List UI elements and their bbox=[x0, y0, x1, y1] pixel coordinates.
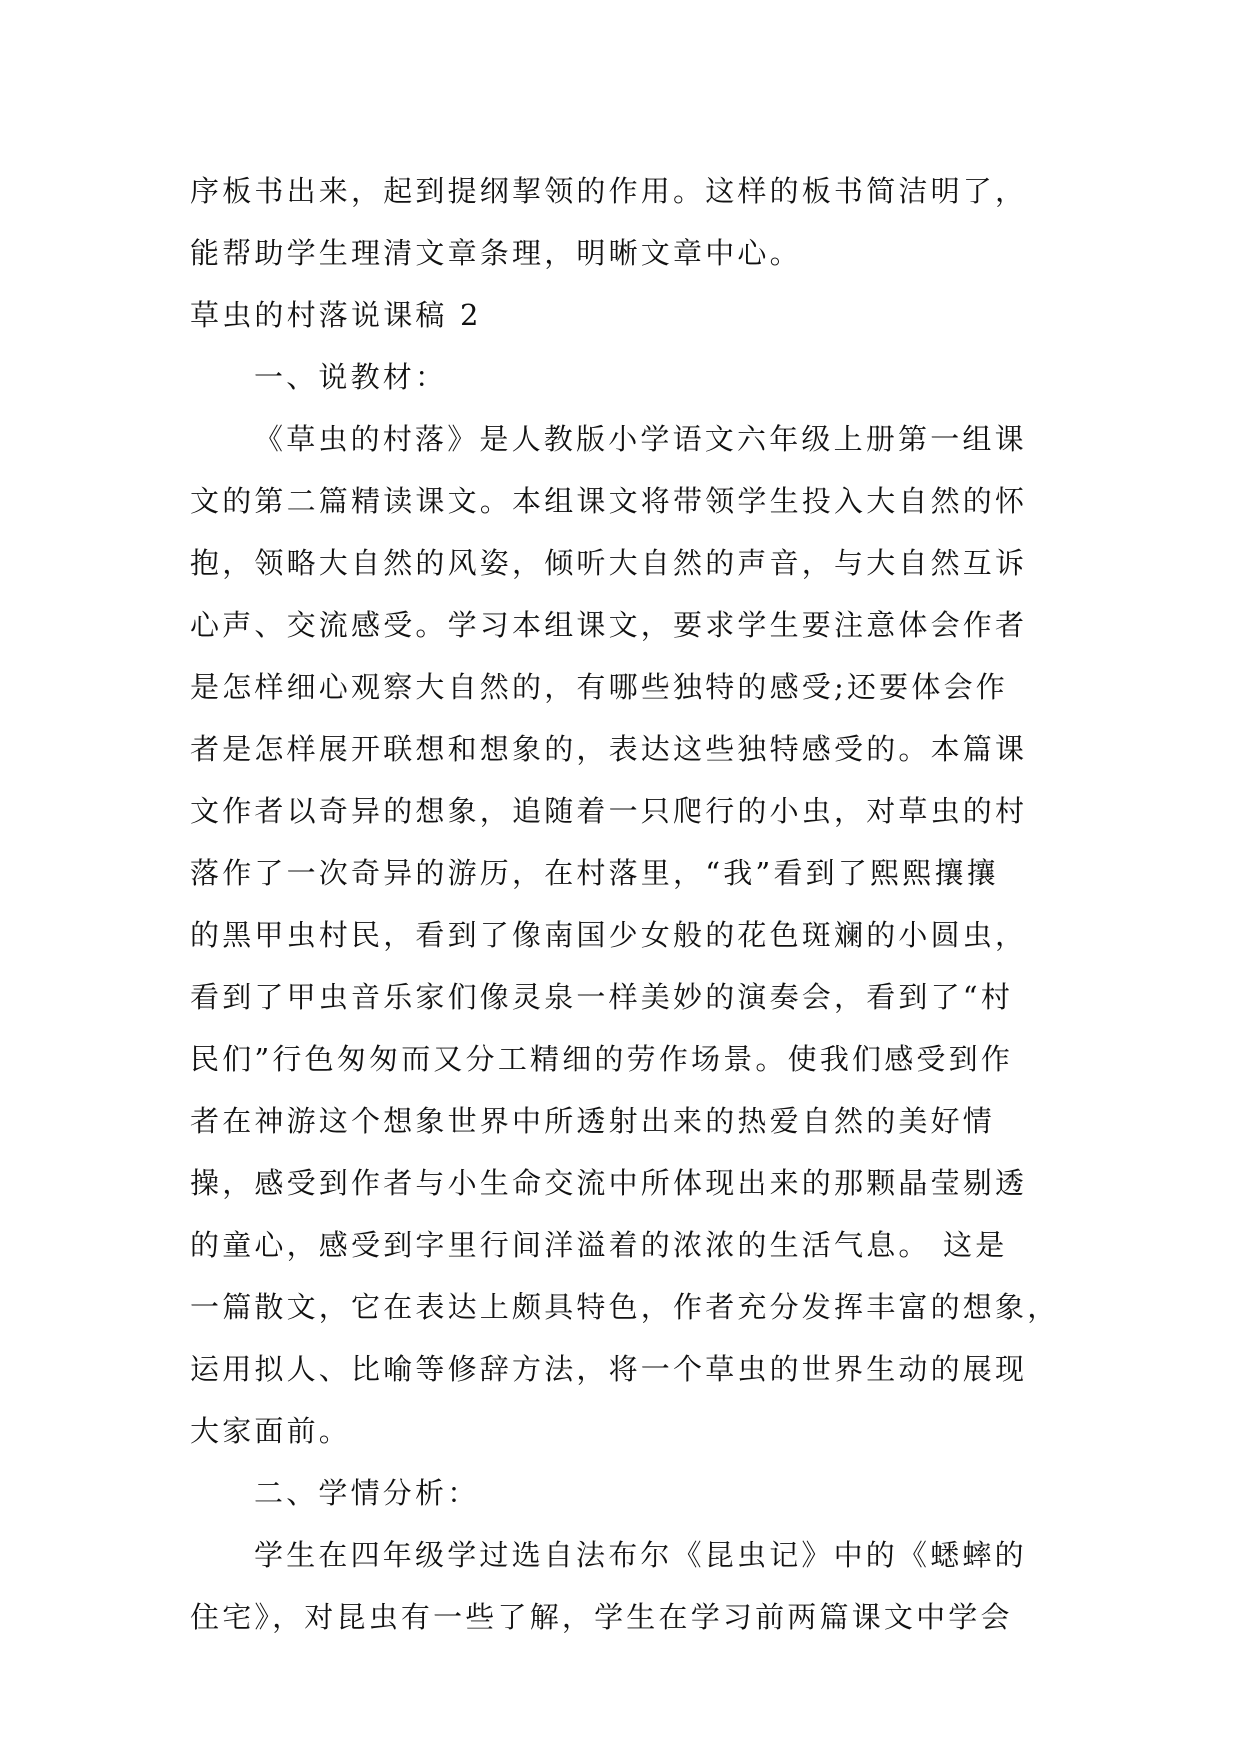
section-heading: 二、学情分析： bbox=[254, 1476, 480, 1510]
text-line: 的黑甲虫村民，看到了像南国少女般的花色斑斓的小圆虫， bbox=[190, 918, 1028, 952]
text-line: 是怎样细心观察大自然的，有哪些独特的感受;还要体会作 bbox=[190, 670, 1008, 704]
text-line: 序板书出来，起到提纲挈领的作用。这样的板书简洁明了， bbox=[190, 174, 1028, 208]
text-line: 民们”行色匆匆而又分工精细的劳作场景。使我们感受到作 bbox=[190, 1042, 1014, 1076]
text-line: 一篇散文，它在表达上颇具特色，作者充分发挥丰富的想象， bbox=[190, 1290, 1060, 1324]
section-title: 草虫的村落说课稿 2 bbox=[190, 298, 482, 332]
text-line: 落作了一次奇异的游历，在村落里，“我”看到了熙熙攘攘 bbox=[190, 856, 999, 890]
section-heading: 一、说教材： bbox=[254, 360, 448, 394]
text-line: 者是怎样展开联想和想象的，表达这些独特感受的。本篇课 bbox=[190, 732, 1028, 766]
text-line: 抱，领略大自然的风姿，倾听大自然的声音，与大自然互诉 bbox=[190, 546, 1028, 580]
text-line: 住宅》，对昆虫有一些了解，学生在学习前两篇课文中学会 bbox=[190, 1600, 1013, 1634]
text-line: 的童心，感受到字里行间洋溢着的浓浓的生活气息。 这是 bbox=[190, 1228, 1008, 1262]
text-line: 者在神游这个想象世界中所透射出来的热爱自然的美好情 bbox=[190, 1104, 996, 1138]
document-body bbox=[190, 160, 1060, 1648]
text-line: 操，感受到作者与小生命交流中所体现出来的那颗晶莹剔透 bbox=[190, 1166, 1028, 1200]
text-line: 运用拟人、比喻等修辞方法，将一个草虫的世界生动的展现 bbox=[190, 1352, 1028, 1386]
text-line: 看到了甲虫音乐家们像灵泉一样美妙的演奏会，看到了“村 bbox=[190, 980, 1014, 1014]
text-line: 心声、交流感受。学习本组课文，要求学生要注意体会作者 bbox=[190, 608, 1028, 642]
text-line: 文的第二篇精读课文。本组课文将带领学生投入大自然的怀 bbox=[190, 484, 1028, 518]
paragraph-start: 学生在四年级学过选自法布尔《昆虫记》中的《蟋蟀的 bbox=[254, 1538, 1027, 1572]
text-line: 能帮助学生理清文章条理，明晰文章中心。 bbox=[190, 236, 802, 270]
text-line: 文作者以奇异的想象，追随着一只爬行的小虫，对草虫的村 bbox=[190, 794, 1028, 828]
text-line: 大家面前。 bbox=[190, 1414, 352, 1448]
paragraph-start: 《草虫的村落》是人教版小学语文六年级上册第一组课 bbox=[254, 422, 1027, 456]
